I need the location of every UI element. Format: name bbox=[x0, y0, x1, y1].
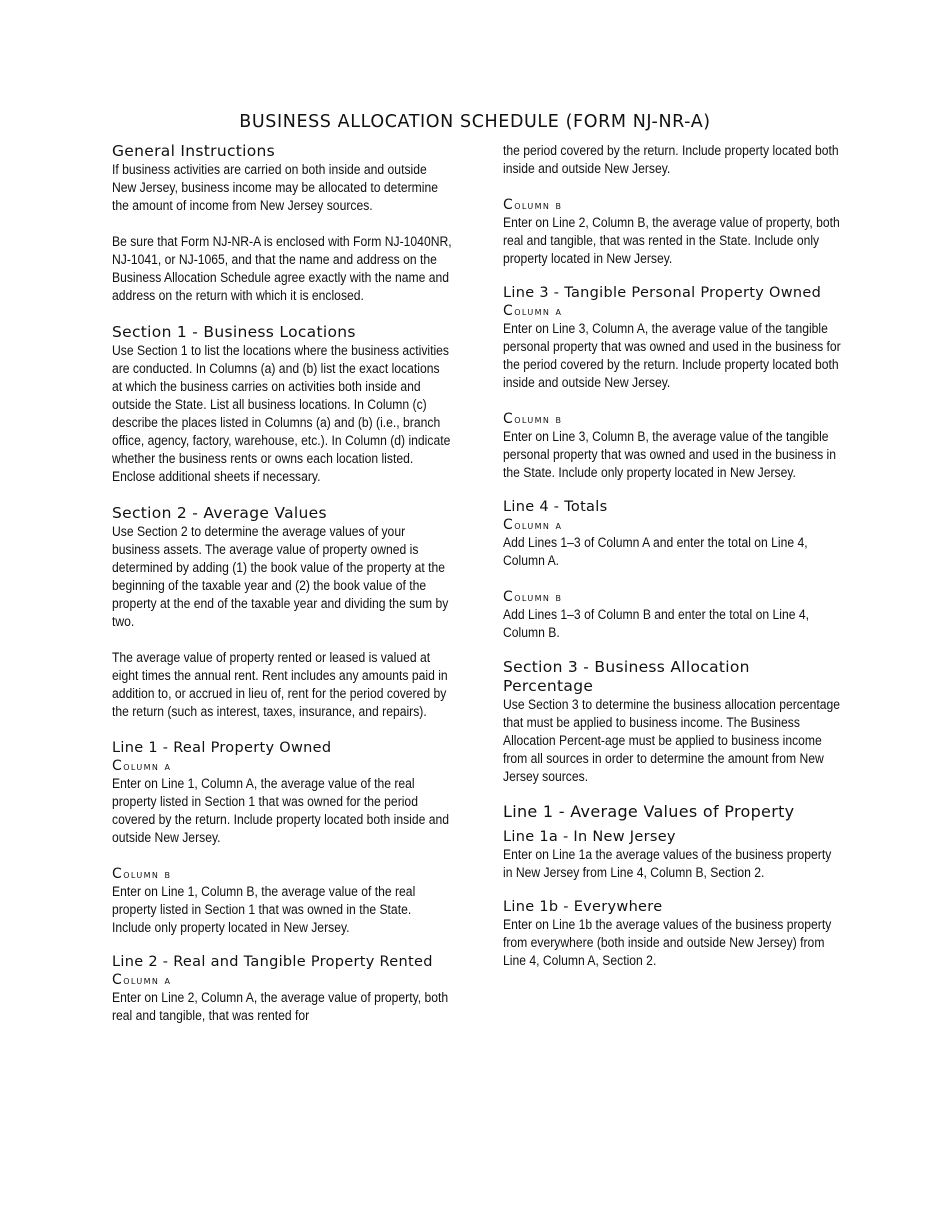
page-title: BUSINESS ALLOCATION SCHEDULE (FORM NJ-NR-A) bbox=[239, 112, 711, 132]
line-4-column-a-paragraph: Add Lines 1–3 of Column A and enter the total on Line 4, Column A. bbox=[503, 535, 808, 568]
line-3-column-b-label: Column b bbox=[503, 411, 563, 427]
section-2-heading: Section 2 - Average Values bbox=[112, 504, 327, 522]
section-3-heading: Section 3 - Business Allocation Percentage bbox=[503, 658, 750, 695]
line-1a-paragraph: Enter on Line 1a the average values of the business property in New Jersey from Line 4, Column B, Section 2. bbox=[503, 847, 832, 880]
line-1a-heading: Line 1a - In New Jersey bbox=[503, 829, 676, 845]
line-1-column-a-label: Column a bbox=[112, 758, 172, 774]
general-instructions-heading: General Instructions bbox=[112, 142, 276, 160]
line-3-heading: Line 3 - Tangible Personal Property Owned bbox=[503, 285, 822, 301]
line-4-column-b-paragraph: Add Lines 1–3 of Column B and enter the total on Line 4, Column B. bbox=[503, 607, 809, 640]
line-2-column-b-label: Column b bbox=[503, 197, 563, 213]
line-3-column-a-label: Column a bbox=[503, 303, 563, 319]
line-1-column-b-paragraph: Enter on Line 1, Column B, the average value of the real property listed in Section 1 that was owned in the State. Include only property located in New Jersey. bbox=[112, 884, 416, 935]
line-2-column-a-label: Column a bbox=[112, 972, 172, 988]
section-3-paragraph: Use Section 3 to determine the business allocation percentage that must be applied to business income. The Business Allocation Percent-age must be applied to business income from all sources in order to determine the amount from New Jersey sources. bbox=[503, 697, 841, 784]
line-1-heading: Line 1 - Real Property Owned bbox=[112, 740, 332, 756]
line-1b-paragraph: Enter on Line 1b the average values of the business property from everywhere (both inside and outside New Jersey) from Line 4, Column A, Section 2. bbox=[503, 917, 832, 968]
line-3-column-b-paragraph: Enter on Line 3, Column B, the average value of the tangible personal property that was owned and used in the business in the State. Include only property located in New Jersey. bbox=[503, 429, 836, 480]
line-2-column-b-paragraph: Enter on Line 2, Column B, the average value of property, both real and tangible, that was rented in the State. Include only property located in New Jersey. bbox=[503, 215, 840, 266]
section-3-line-1-heading: Line 1 - Average Values of Property bbox=[503, 802, 795, 821]
section-1-paragraph: Use Section 1 to list the locations where the business activities are conducted. In Columns (a) and (b) list the exact locations at which the business carries on activities both inside and outside the State. List all business locations. In Column (c) describe the places listed in Columns (a) and (b) (i.e., branch office, agency, factory, warehouse, etc.). In Column (d) indicate whether the business rents or owns each location listed. Enclose additional sheets if necessary. bbox=[112, 343, 451, 484]
line-2-column-a-paragraph: Enter on Line 2, Column A, the average value of property, both real and tangible, that was rented for bbox=[112, 990, 449, 1023]
line-2-column-a-paragraph-continued: the period covered by the return. Include property located both inside and outside New Jersey. bbox=[503, 143, 839, 176]
line-2-heading: Line 2 - Real and Tangible Property Rented bbox=[112, 954, 433, 970]
general-instructions-paragraph-2: Be sure that Form NJ-NR-A is enclosed with Form NJ-1040NR, NJ-1041, or NJ-1065, and that the name and address on the Business Allocation Schedule agree exactly with the name and address on the return with which it is enclosed. bbox=[112, 234, 452, 303]
line-4-column-b-label: Column b bbox=[503, 589, 563, 605]
line-1b-heading: Line 1b - Everywhere bbox=[503, 899, 663, 915]
line-4-heading: Line 4 - Totals bbox=[503, 499, 608, 515]
section-2-paragraph-2: The average value of property rented or leased is valued at eight times the annual rent. Rent includes any amounts paid in addition to, or accrued in lieu of, rent for the period covered by the return (such as interest, taxes, insurance, and repairs). bbox=[112, 650, 448, 719]
line-4-column-a-label: Column a bbox=[503, 517, 563, 533]
section-2-paragraph-1: Use Section 2 to determine the average values of your business assets. The average value of property owned is determined by adding (1) the book value of the property at the beginning of the taxable year and (2) the book value of the property at the end of the taxable year and dividing the sum by two. bbox=[112, 524, 449, 629]
general-instructions-paragraph-1: If business activities are carried on both inside and outside New Jersey, business income may be allocated to determine the amount of income from New Jersey sources. bbox=[112, 162, 438, 213]
section-1-heading: Section 1 - Business Locations bbox=[112, 323, 356, 341]
left-column bbox=[112, 142, 452, 1025]
line-1-column-b-label: Column b bbox=[112, 866, 172, 882]
line-1-column-a-paragraph: Enter on Line 1, Column A, the average value of the real property listed in Section 1 that was owned for the period covered by the return. Include property located both inside and outside New Jersey. bbox=[112, 776, 450, 845]
right-column bbox=[503, 142, 843, 970]
line-3-column-a-paragraph: Enter on Line 3, Column A, the average value of the tangible personal property that was owned and used in the business for the period covered by the return. Include property located both inside and outside New Jersey. bbox=[503, 321, 841, 390]
